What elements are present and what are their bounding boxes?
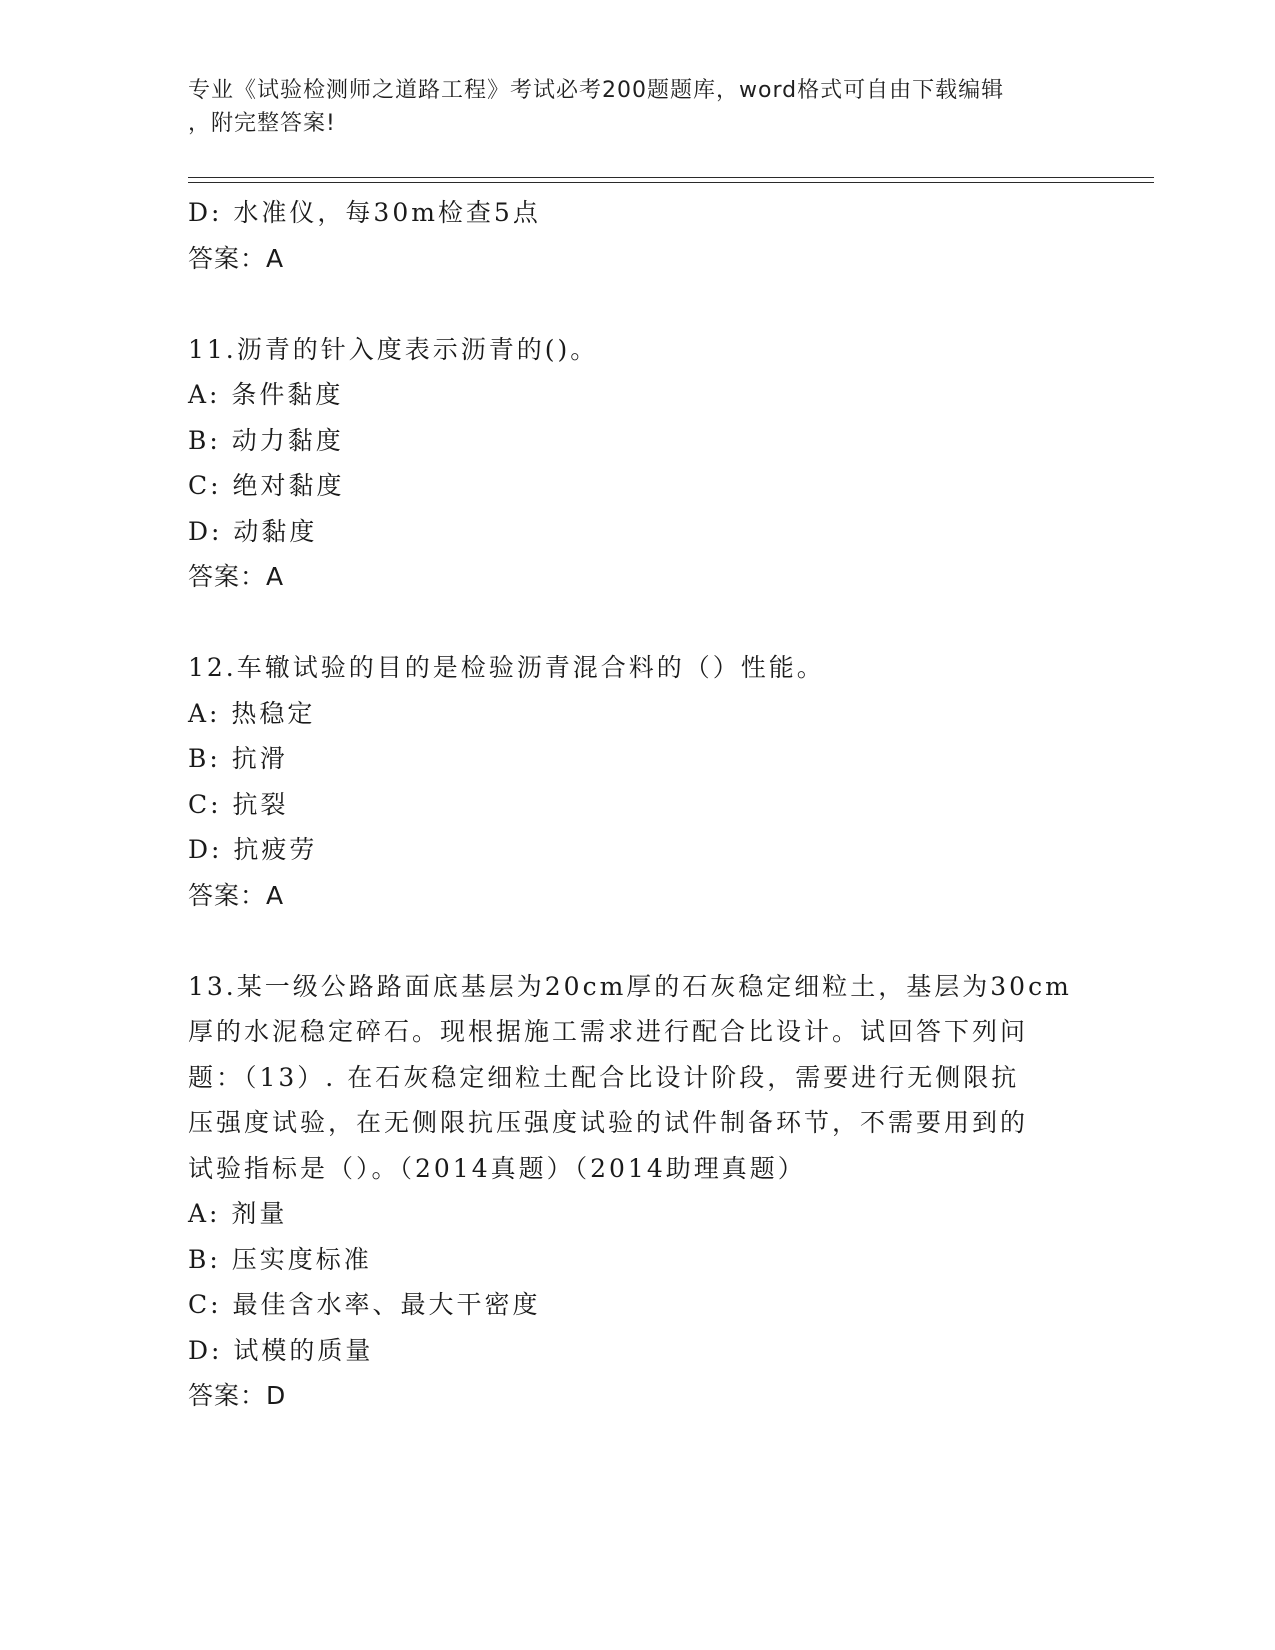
answer: 答案：D [188, 1381, 287, 1410]
question-13 [188, 964, 1088, 1419]
header-line-1: 专业《试验检测师之道路工程》考试必考200题题库，word格式可自由下载编辑 [188, 78, 1005, 103]
option-c: C: 绝对黏度 [188, 471, 345, 500]
document-body [188, 190, 1088, 1419]
option-a: A: 剂量 [188, 1199, 288, 1228]
page-header [188, 74, 1088, 140]
answer: 答案：A [188, 880, 285, 910]
option-b: B: 压实度标准 [188, 1244, 372, 1274]
header-line-2: ，附完整答案! [188, 111, 336, 136]
option-b: B: 动力黏度 [188, 425, 344, 455]
option-b: B: 抗滑 [188, 744, 288, 773]
spacer [188, 918, 1088, 964]
option-c: C: 最佳含水率、最大干密度 [188, 1290, 541, 1319]
option-d: D: 试模的质量 [188, 1335, 374, 1365]
question-stem-line-4: 压强度试验，在无侧限抗压强度试验的试件制备环节，不需要用到的 [188, 1108, 1029, 1137]
answer: 答案：A [188, 562, 285, 591]
question-stem: 11.沥青的针入度表示沥青的()。 [188, 334, 599, 364]
question-stem-line-5: 试验指标是（）。（2014真题）（2014助理真题） [188, 1153, 806, 1183]
question-12 [188, 645, 1088, 918]
question-stem: 12.车辙试验的目的是检验沥青混合料的（）性能。 [188, 653, 825, 682]
question-stem-line-3: 题：（13）. 在石灰稳定细粒土配合比设计阶段，需要进行无侧限抗 [188, 1062, 1020, 1092]
question-11 [188, 327, 1088, 600]
question-stem-line-2: 厚的水泥稳定碎石。现根据施工需求进行配合比设计。试回答下列问 [188, 1017, 1029, 1046]
option-a: A: 热稳定 [188, 698, 316, 728]
spacer [188, 600, 1088, 646]
option-a: A: 条件黏度 [188, 380, 344, 409]
header-rule-bottom [188, 182, 1154, 183]
option-d: D: 动黏度 [188, 516, 318, 546]
question-stem-line-1: 13.某一级公路路面底基层为20cm厚的石灰稳定细粒土，基层为30cm [188, 971, 1072, 1001]
answer: 答案：A [188, 243, 285, 273]
option-d: D: 水准仪，每30m检查5点 [188, 198, 541, 227]
spacer [188, 281, 1088, 327]
option-c: C: 抗裂 [188, 789, 289, 819]
option-d: D: 抗疲劳 [188, 835, 318, 864]
header-rule-top [188, 177, 1154, 178]
